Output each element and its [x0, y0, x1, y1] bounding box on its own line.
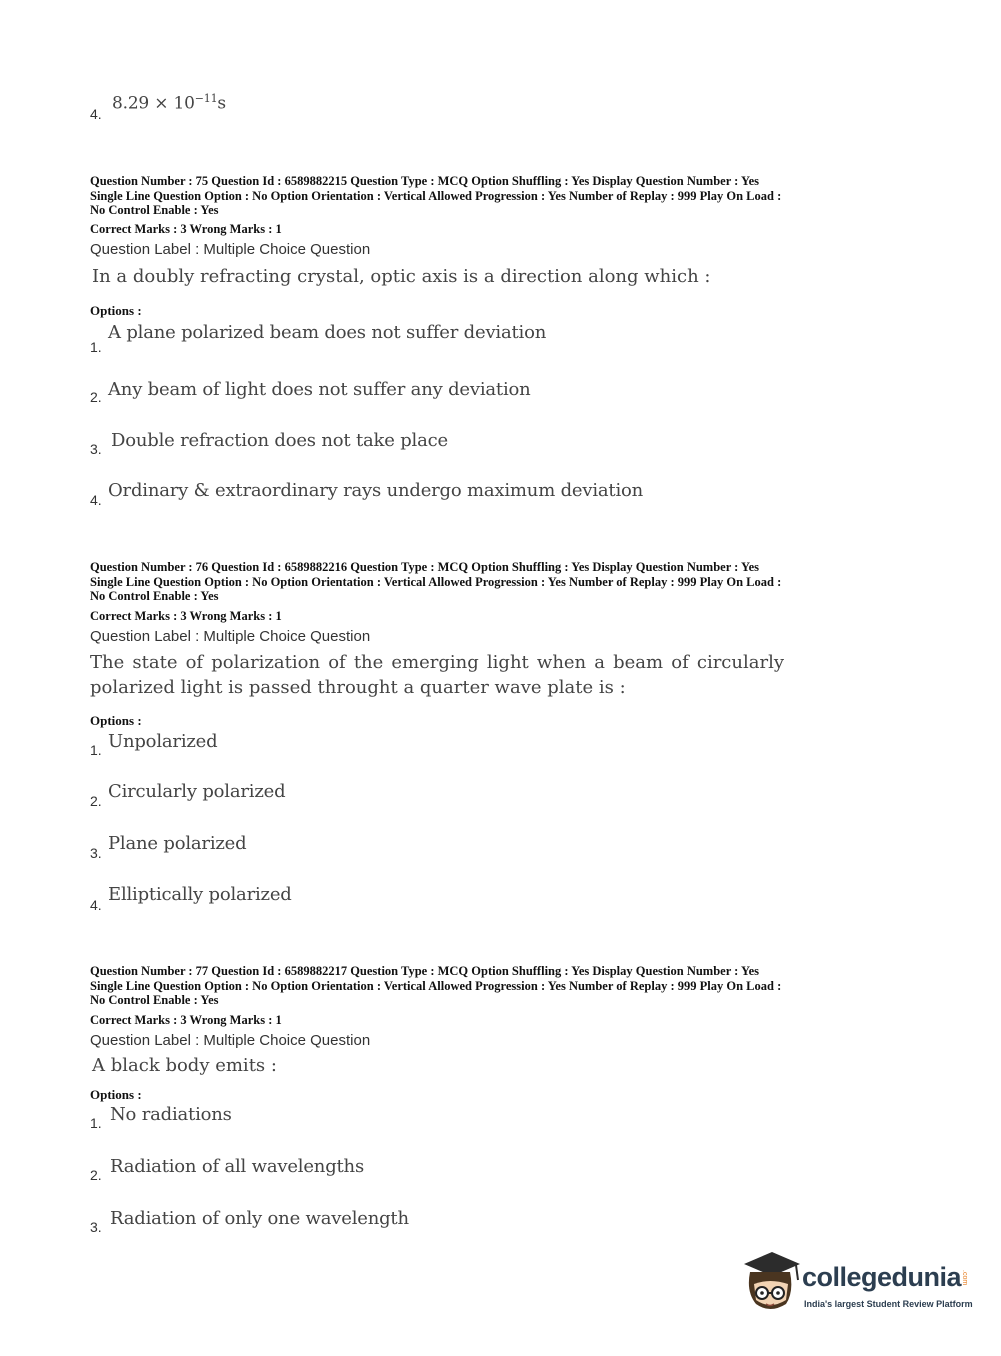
marks: Correct Marks : 3 Wrong Marks : 1	[90, 222, 282, 236]
option-number: 4.	[90, 106, 102, 122]
meta-line-2: Single Line Question Option : No Option Orientation : Vertical Allowed Progression : Yes Number of Replay : 999 Play On Load :	[90, 188, 782, 203]
option-number: 2.	[90, 1167, 102, 1183]
option-3[interactable]	[90, 1208, 450, 1238]
question-meta	[90, 174, 920, 218]
question-label: Question Label : Multiple Choice Question	[90, 241, 371, 258]
question-label: Question Label : Multiple Choice Question	[90, 628, 371, 645]
option-1[interactable]	[90, 322, 650, 356]
collegedunia-logo	[740, 1248, 972, 1318]
option-number: 3.	[90, 845, 102, 861]
option-text: No radiations	[110, 1104, 232, 1125]
option-number: 3.	[90, 441, 102, 457]
question-label: Question Label : Multiple Choice Question	[90, 1032, 371, 1049]
option-2[interactable]	[90, 781, 390, 811]
option-1[interactable]	[90, 1104, 390, 1134]
mascot-icon	[740, 1248, 802, 1318]
meta-line-1: Question Number : 77 Question Id : 6589882217 Question Type : MCQ Option Shuffling : Yes Display Question Number : Yes	[90, 964, 760, 978]
meta-line-3: No Control Enable : Yes	[90, 993, 219, 1007]
option-text: Plane polarized	[108, 833, 247, 854]
option-text: Radiation of only one wavelength	[110, 1208, 409, 1229]
logo-tagline: India's largest Student Review Platform	[804, 1299, 973, 1309]
exponent: −11	[194, 92, 218, 105]
options-label: Options :	[90, 303, 142, 318]
option-text: Double refraction does not take place	[111, 430, 448, 451]
option-3[interactable]	[90, 833, 390, 863]
options-label: Options :	[90, 1087, 142, 1102]
marks: Correct Marks : 3 Wrong Marks : 1	[90, 1013, 282, 1027]
mantissa: 8.29 × 10	[112, 93, 195, 114]
option-2[interactable]	[90, 1156, 430, 1186]
question-meta	[90, 560, 920, 604]
option-4[interactable]	[90, 884, 390, 914]
option-text: Unpolarized	[108, 731, 218, 752]
option-text: Circularly polarized	[108, 781, 286, 802]
option-4[interactable]	[90, 480, 690, 514]
option-3[interactable]	[90, 430, 650, 464]
option-text: Any beam of light does not suffer any deviation	[108, 379, 531, 400]
meta-line-3: No Control Enable : Yes	[90, 589, 219, 603]
unit: s	[217, 93, 226, 114]
meta-line-2: Single Line Question Option : No Option Orientation : Vertical Allowed Progression : Yes Number of Replay : 999 Play On Load :	[90, 574, 782, 589]
logo-wordmark: collegedunia	[802, 1262, 962, 1292]
question-text: In a doubly refracting crystal, optic axis is a direction along which :	[92, 266, 711, 287]
option-number: 3.	[90, 1219, 102, 1235]
option-number: 1.	[90, 339, 102, 355]
option-number: 1.	[90, 1115, 102, 1131]
meta-line-2: Single Line Question Option : No Option Orientation : Vertical Allowed Progression : Yes Number of Replay : 999 Play On Load :	[90, 978, 782, 993]
question-text-line-2: polarized light is passed throught a quarter wave plate is :	[90, 677, 626, 698]
option-number: 2.	[90, 793, 102, 809]
question-text: A black body emits :	[92, 1055, 277, 1076]
option-text: Radiation of all wavelengths	[110, 1156, 364, 1177]
option-2[interactable]	[90, 379, 650, 413]
question-meta	[90, 964, 920, 1008]
option-number: 1.	[90, 742, 102, 758]
option-1[interactable]	[90, 731, 390, 761]
option-number: 4.	[90, 492, 102, 508]
question-text-line-1: The state of polarization of the emerging light when a beam of circularly	[90, 652, 784, 673]
marks: Correct Marks : 3 Wrong Marks : 1	[90, 609, 282, 623]
option-text: A plane polarized beam does not suffer deviation	[108, 322, 547, 343]
meta-line-1: Question Number : 76 Question Id : 6589882216 Question Type : MCQ Option Shuffling : Yes Display Question Number : Yes	[90, 560, 760, 574]
option-text: Ordinary & extraordinary rays undergo maximum deviation	[108, 480, 644, 501]
option-number: 2.	[90, 389, 102, 405]
options-label: Options :	[90, 713, 142, 728]
option-text: Elliptically polarized	[108, 884, 292, 905]
meta-line-1: Question Number : 75 Question Id : 6589882215 Question Type : MCQ Option Shuffling : Yes Display Question Number : Yes	[90, 174, 760, 188]
meta-line-3: No Control Enable : Yes	[90, 203, 219, 217]
option-number: 4.	[90, 897, 102, 913]
option-text	[112, 92, 226, 114]
logo-suffix: .com	[961, 1270, 968, 1286]
